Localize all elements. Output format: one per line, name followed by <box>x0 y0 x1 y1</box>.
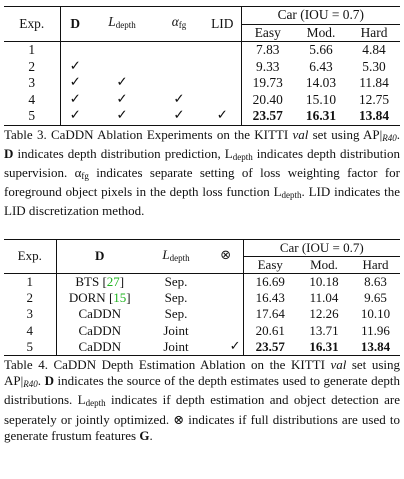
t3-header-car-group: Car (IOU = 0.7) <box>241 7 400 25</box>
spacer <box>4 220 400 239</box>
t4-header-easy: Easy <box>243 256 297 273</box>
t4-otimes-cell <box>209 323 243 339</box>
t4-hard-cell: 9.65 <box>364 290 387 306</box>
t3-header-exp: Exp. <box>4 7 60 42</box>
t3-header-d: D <box>60 7 90 42</box>
table-row <box>4 42 400 59</box>
t3-header-mod: Mod. <box>294 24 348 42</box>
t3-header-easy: Easy <box>241 24 294 42</box>
t4-mod-cell: 11.04 <box>309 290 339 306</box>
t4-d-cell: CaDDN <box>56 339 143 356</box>
paper-page <box>4 4 400 444</box>
t3-lid-cell <box>204 42 241 59</box>
t4-header-d: D <box>56 239 143 273</box>
table-row <box>4 290 400 306</box>
t4-mod-cell: 12.26 <box>309 306 339 322</box>
t3-header-hard: Hard <box>348 24 400 42</box>
t3-lid-cell <box>204 75 241 92</box>
t4-d-cell: CaDDN <box>78 306 122 322</box>
t3-exp-cell: 1 <box>4 42 60 59</box>
t3-d-cell: ✓ <box>60 108 90 125</box>
t3-header-alpha: $\alpha_{fg}$ <box>154 7 204 42</box>
t4-ldepth-cell: Sep. <box>164 306 188 322</box>
t3-ldepth-cell <box>90 59 154 76</box>
t3-ldepth-cell <box>90 42 154 59</box>
table-row <box>4 306 400 322</box>
t4-mod-cell: 16.31 <box>297 339 351 356</box>
t4-exp-cell: 4 <box>4 323 56 339</box>
t4-otimes-cell <box>209 290 243 306</box>
t3-easy-cell: 9.33 <box>256 58 280 74</box>
t3-lid-cell <box>204 92 241 109</box>
t4-d-cell: CaDDN <box>78 322 122 338</box>
t4-easy-cell: 23.57 <box>243 339 297 356</box>
table-row <box>4 339 400 356</box>
t3-d-cell: ✓ <box>69 58 81 74</box>
t3-ldepth-cell: ✓ <box>90 108 154 125</box>
t3-mod-cell: 15.10 <box>305 91 337 107</box>
table-row <box>4 108 400 125</box>
t3-header-lid: LID <box>204 7 241 42</box>
t3-ldepth-cell: ✓ <box>116 91 128 107</box>
table-3 <box>4 6 400 126</box>
t3-d-cell: ✓ <box>69 91 81 107</box>
t4-hard-cell: 11.96 <box>361 322 390 338</box>
t4-header-hard: Hard <box>351 256 400 273</box>
t3-alpha-cell <box>154 75 204 92</box>
t3-d-cell <box>60 42 90 59</box>
t3-mod-cell: 6.43 <box>309 58 333 74</box>
t4-ldepth-cell: Joint <box>143 339 209 356</box>
t4-easy-cell: 17.64 <box>255 306 285 322</box>
t4-exp-cell: 3 <box>4 306 56 322</box>
t4-header-car-group: Car (IOU = 0.7) <box>243 239 400 256</box>
t4-exp-cell: 2 <box>4 290 56 306</box>
table-3-caption: Table 3. CaDDN Ablation Experiments on the KITTI val set using $AP|_{R40}$. D indicates depth distribution prediction, $L_{depth}$ indicates depth distribution supervision. $\alpha_{fg}$ indicates separate setting of loss weighting factor for foreground object pixels in the depth loss function $L_{depth}$. LID indicates the LID discretization method. <box>4 126 400 219</box>
t3-easy-cell: 20.40 <box>252 91 283 107</box>
t4-ldepth-cell: Sep. <box>164 273 188 289</box>
t3-easy-cell: 19.73 <box>252 75 283 90</box>
table-row <box>4 273 400 290</box>
t4-exp-cell: 5 <box>4 339 56 356</box>
table-row <box>4 323 400 339</box>
t3-hard-cell: 12.75 <box>358 91 390 107</box>
t4-otimes-cell: ✓ <box>209 339 243 356</box>
t3-mod-cell: 14.03 <box>305 75 337 90</box>
t3-ldepth-cell: ✓ <box>116 75 128 90</box>
t4-hard-cell: 13.84 <box>351 339 400 356</box>
citation-link[interactable]: 27 <box>106 273 120 289</box>
table-row <box>4 92 400 109</box>
t3-lid-cell: ✓ <box>204 108 241 125</box>
t3-alpha-cell <box>154 42 204 59</box>
t3-easy-cell: 7.83 <box>256 42 280 57</box>
t4-otimes-cell <box>209 273 243 290</box>
t4-header-mod: Mod. <box>297 256 351 273</box>
t3-exp-cell: 3 <box>4 75 60 92</box>
table-row <box>4 75 400 92</box>
t3-hard-cell: 4.84 <box>362 42 386 57</box>
t4-header-ldepth: $L_{depth}$ <box>143 239 209 273</box>
t3-exp-cell: 2 <box>4 59 60 76</box>
t3-alpha-cell: ✓ <box>154 108 204 125</box>
t4-easy-cell: 16.69 <box>255 273 285 289</box>
t3-mod-cell: 16.31 <box>294 108 348 125</box>
t3-exp-cell: 5 <box>4 108 60 125</box>
t3-hard-cell: 11.84 <box>359 75 389 90</box>
t3-alpha-cell <box>154 59 204 76</box>
t4-header-otimes: ⊗ <box>209 239 243 273</box>
t4-mod-cell: 10.18 <box>309 273 339 289</box>
t3-hard-cell: 5.30 <box>362 58 386 74</box>
t4-exp-cell: 1 <box>4 273 56 290</box>
t4-d-cell: DORN [15] <box>68 290 131 306</box>
table-4 <box>4 239 400 356</box>
t3-alpha-cell: ✓ <box>173 91 185 107</box>
t4-ldepth-cell: Sep. <box>164 290 188 306</box>
t3-easy-cell: 23.57 <box>241 108 294 125</box>
table-4-caption: Table 4. CaDDN Depth Estimation Ablation on the KITTI val set using $AP|_{R40}$. D indicates the source of the depth estimates used to generate depth distributions. $L_{depth}$ indicates if depth estimation and object detection are seperately or jointly optimized. ⊗ indicates if full distributions are used to generate frustum features G. <box>4 356 401 443</box>
t3-lid-cell <box>204 59 241 76</box>
t3-mod-cell: 5.66 <box>309 42 333 57</box>
t4-hard-cell: 10.10 <box>360 306 391 322</box>
citation-link[interactable]: 15 <box>113 290 127 306</box>
t3-header-ldepth: $L_{depth}$ <box>90 7 154 42</box>
t3-exp-cell: 4 <box>4 92 60 109</box>
t4-d-cell: BTS [27] <box>75 273 125 289</box>
t4-hard-cell: 8.63 <box>364 273 387 289</box>
t4-mod-cell: 13.71 <box>309 322 339 338</box>
t4-ldepth-cell: Joint <box>163 322 189 338</box>
t4-header-exp: Exp. <box>4 239 56 273</box>
t3-d-cell: ✓ <box>69 75 81 90</box>
t3-hard-cell: 13.84 <box>348 108 400 125</box>
t4-otimes-cell <box>209 306 243 322</box>
table-row <box>4 59 400 76</box>
t4-easy-cell: 16.43 <box>255 290 285 306</box>
t4-easy-cell: 20.61 <box>255 322 285 338</box>
